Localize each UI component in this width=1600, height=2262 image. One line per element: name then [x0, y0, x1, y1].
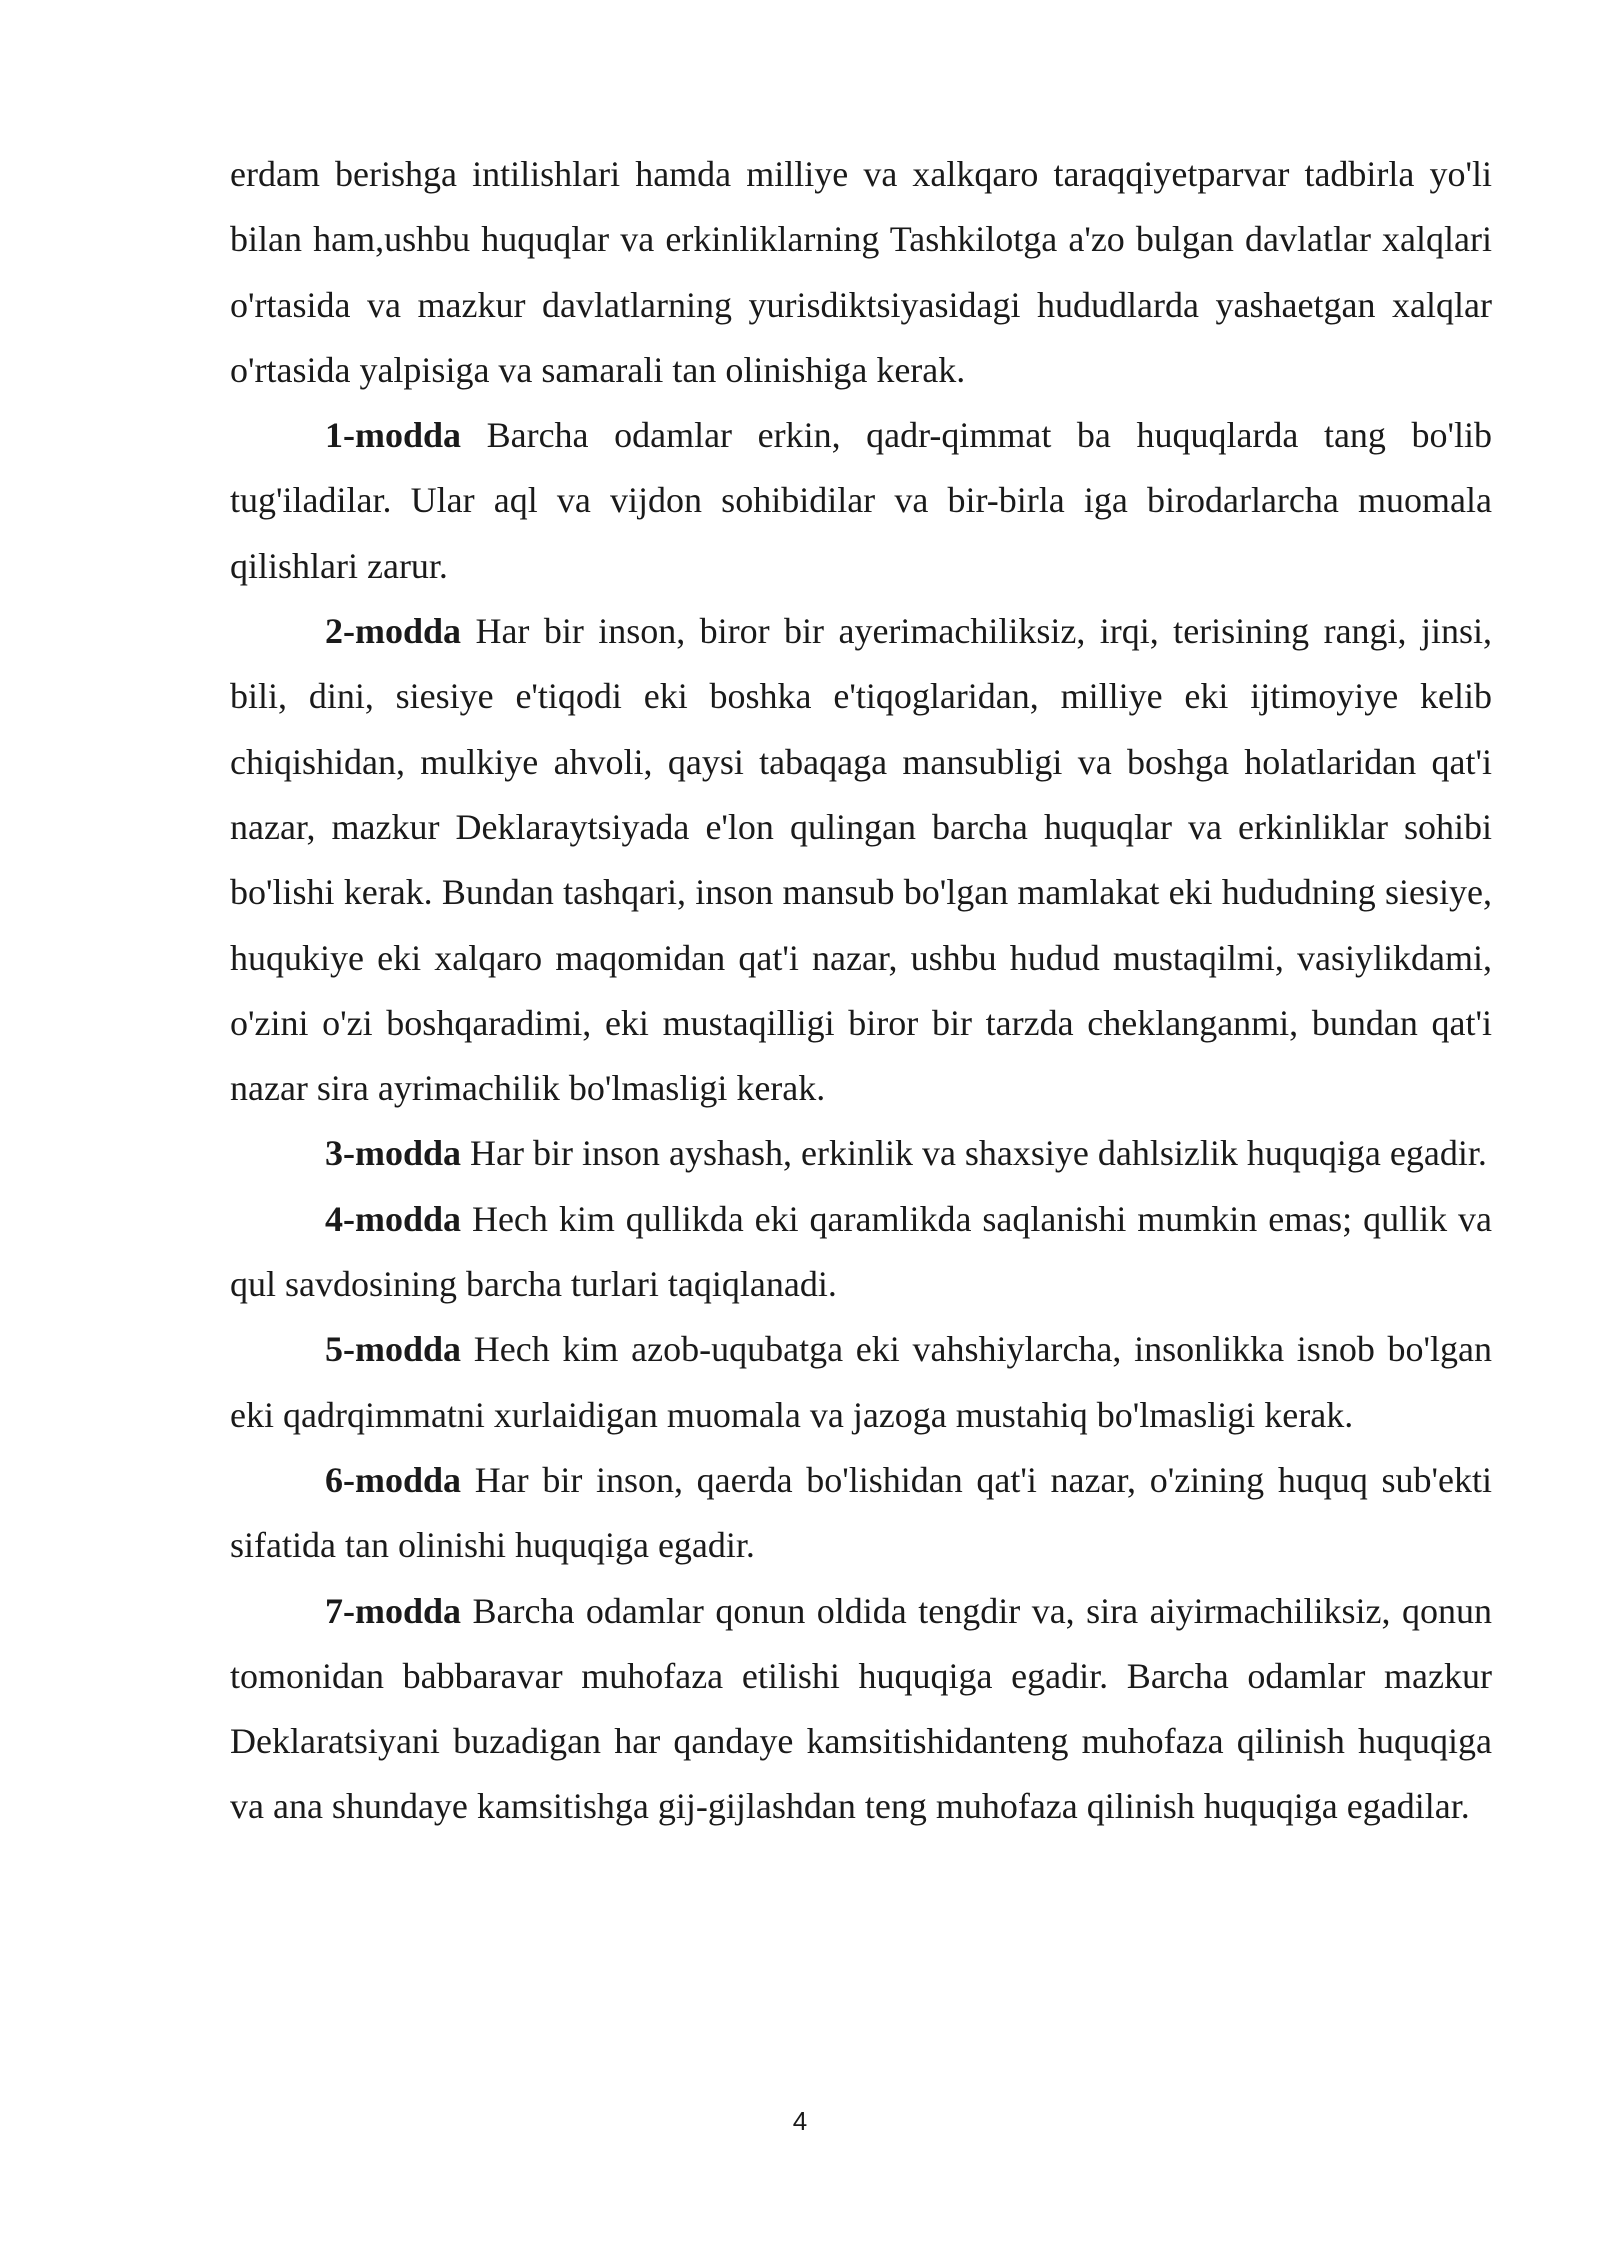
article-5 — [230, 1317, 1492, 1448]
article-label: 6-modda — [325, 1459, 462, 1500]
article-text: Har bir inson, qaerda bo'lishidan qat'i nazar, o'zining huquq sub'ekti sifatida tan olinishi huquqiga egadir. — [230, 1459, 1492, 1566]
article-label: 4-modda — [325, 1198, 462, 1239]
article-3 — [230, 1121, 1492, 1186]
article-7 — [230, 1579, 1492, 1840]
article-label: 3-modda — [325, 1133, 462, 1174]
intro-paragraph: erdam berishga intilishlari hamda milliye va xalkqaro taraqqiyetparvar tadbirla yo'li bilan ham,ushbu huquqlar va erkinliklarning Tashkilotga a'zo bulgan davlatlar xalqlari o'rtasida va mazkur davlatlarning yurisdiktsiyasidagi hududlarda yashaetgan xalqlar o'rtasida yalpisiga va samarali tan olinishiga kerak. — [230, 154, 1492, 390]
article-text: Barcha odamlar qonun oldida tengdir va, sira aiyirmachiliksiz, qonun tomonidan babbaravar muhofaza etilishi huquqiga egadir. Barcha odamlar mazkur Deklaratsiyani buzadigan har qandaye kamsitishidanteng muhofaza qilinish huquqiga va ana shundaye kamsitishga gij-gijlashdan teng muhofaza qilinish huquqiga egadilar. — [230, 1590, 1492, 1827]
article-label: 5-modda — [325, 1329, 462, 1370]
document-body — [230, 142, 1492, 1840]
article-text: Har bir inson ayshash, erkinlik va shaxsiye dahlsizlik huquqiga egadir. — [461, 1133, 1487, 1174]
article-4 — [230, 1187, 1492, 1318]
article-label: 2-modda — [325, 611, 462, 652]
article-6 — [230, 1448, 1492, 1579]
article-text: Barcha odamlar erkin, qadr-qimmat ba huquqlarda tang bo'lib tug'iladilar. Ular aql va vijdon sohibidilar va bir-birla iga birodarlarcha muomala qilishlari zarur. — [230, 415, 1492, 586]
article-text: Hech kim azob-uqubatga eki vahshiylarcha, insonlikka isnob bo'lgan eki qadrqimmatni xurlaidigan muomala va jazoga mustahiq bo'lmasligi kerak. — [230, 1329, 1492, 1435]
page-number: 4 — [792, 2106, 808, 2136]
article-label: 7-modda — [325, 1590, 462, 1631]
article-2 — [230, 599, 1492, 1121]
article-1 — [230, 403, 1492, 599]
article-label: 1-modda — [325, 415, 462, 456]
article-text: Hech kim qullikda eki qaramlikda saqlanishi mumkin emas; qullik va qul savdosining barcha turlari taqiqlanadi. — [230, 1198, 1492, 1305]
article-text: Har bir inson, biror bir ayerimachiliksiz, irqi, terisining rangi, jinsi, bili, dini, siesiye e'tiqodi eki boshka e'tiqoglaridan, milliye eki ijtimoyiye kelib chiqishidan, mulkiye ahvoli, qaysi tabaqaga mansubligi va boshga holatlaridan qat'i nazar, mazkur Deklaraytsiyada e'lon qulingan barcha huquqlar va erkinliklar sohibi bo'lishi kerak. Bundan tashqari, inson mansub bo'lgan mamlakat eki hududning siesiye, huqukiye eki xalqaro maqomidan qat'i nazar, ushbu hudud mustaqilmi, vasiylikdami, o'zini o'zi boshqaradimi, eki mustaqilligi biror bir tarzda cheklanganmi, bundan qat'i nazar sira ayrimachilik bo'lmasligi kerak. — [230, 611, 1492, 1109]
